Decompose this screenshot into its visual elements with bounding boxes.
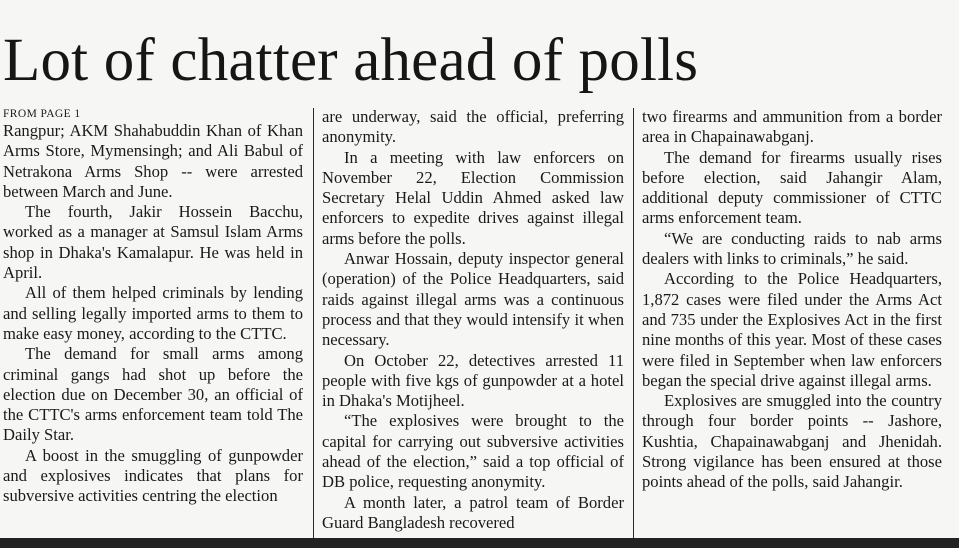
- paragraph: Anwar Hossain, deputy inspector general (operation) of the Police Headquarters, said raids against illegal arms was a continuous process and that they would intensify it when necessary.: [322, 249, 624, 350]
- paragraph: The demand for firearms usually rises before election, said Jahangir Alam, additional deputy commissioner of CTTC arms enforcement team.: [642, 147, 942, 228]
- article-column-3: [642, 107, 942, 493]
- paragraph: On October 22, detectives arrested 11 people with five kgs of gunpowder at a hotel in Dhaka's Motijheel.: [322, 350, 624, 411]
- paragraph: “We are conducting raids to nab arms dealers with links to criminals,” he said.: [642, 228, 942, 269]
- headline: Lot of chatter ahead of polls: [3, 27, 699, 94]
- column-divider: [313, 108, 314, 538]
- paragraph: The demand for small arms among criminal gangs had shot up before the election due on December 30, an official of the CTTC's arms enforcement team told The Daily Star.: [3, 344, 303, 445]
- paragraph: Rangpur; AKM Shahabuddin Khan of Khan Arms Store, Mymensingh; and Ali Babul of Netrakona Arms Shop -- were arrested between March and June.: [3, 121, 303, 201]
- paragraph: are underway, said the official, preferring anonymity.: [322, 107, 624, 147]
- paragraph: two firearms and ammunition from a border area in Chapainawabganj.: [642, 107, 942, 147]
- paragraph: Explosives are smuggled into the country through four border points -- Jashore, Kushtia, Chapainawabganj and Jhenidah. Strong vigilance has been ensured at those points ahead of the polls, said Jahangir.: [642, 391, 942, 492]
- bottom-border: [0, 538, 959, 548]
- paragraph: The fourth, Jakir Hossein Bacchu, worked as a manager at Samsul Islam Arms shop in Dhaka's Kamalapur. He was held in April.: [3, 202, 303, 283]
- paragraph: According to the Police Headquarters, 1,872 cases were filed under the Arms Act and 735 under the Explosives Act in the first nine months of this year. Most of these cases were filed in September when law enforcers began the special drive against illegal arms.: [642, 269, 942, 390]
- paragraph: “The explosives were brought to the capital for carrying out subversive activities ahead of the election,” said a top official of DB police, requesting anonymity.: [322, 411, 624, 492]
- article-column-2: [322, 107, 624, 533]
- article-column-1: [3, 107, 303, 507]
- paragraph: All of them helped criminals by lending and selling legally imported arms to them to make easy money, according to the CTTC.: [3, 283, 303, 343]
- continuation-kicker: FROM PAGE 1: [3, 108, 81, 120]
- paragraph: A boost in the smuggling of gunpowder and explosives indicates that plans for subversive activities centring the election: [3, 445, 303, 506]
- column-divider: [633, 108, 634, 538]
- cropped-previous-text-strip: [0, 0, 959, 7]
- paragraph: A month later, a patrol team of Border Guard Bangladesh recovered: [322, 492, 624, 532]
- paragraph: In a meeting with law enforcers on November 22, Election Commission Secretary Helal Uddin Ahmed asked law enforcers to expedite drives against illegal arms before the polls.: [322, 147, 624, 248]
